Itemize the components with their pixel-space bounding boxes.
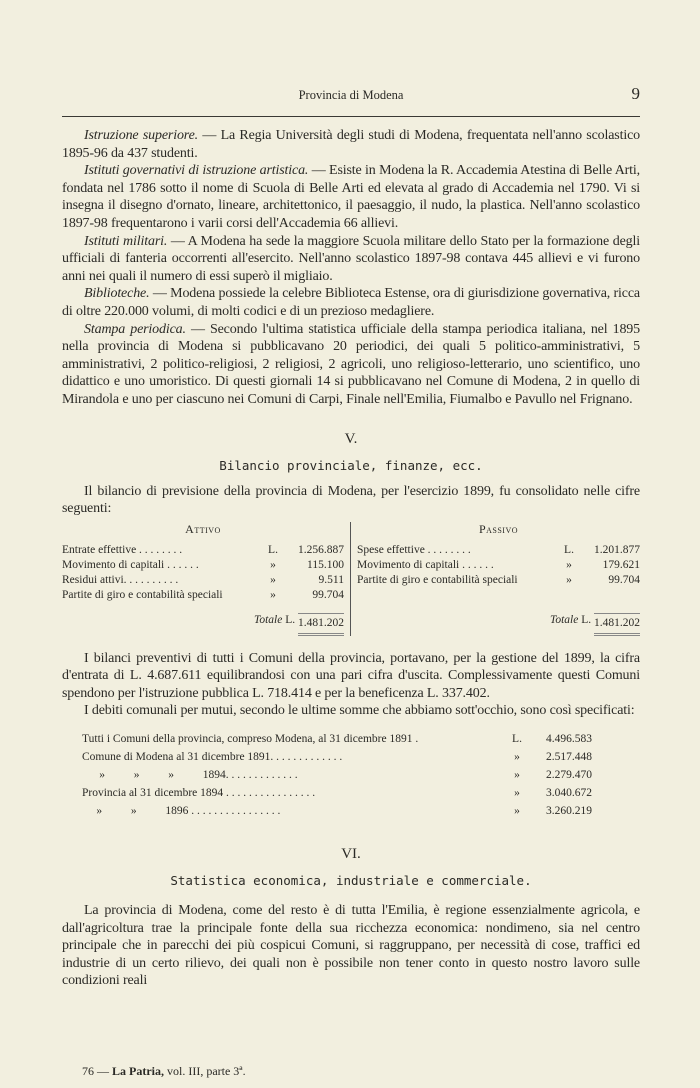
- debt-table: [82, 730, 592, 820]
- paragraph: [62, 233, 640, 286]
- total-row: [357, 613, 640, 636]
- total-value: 1.481.202: [594, 613, 640, 636]
- section-title: Bilancio provinciale, finanze, ecc.: [219, 457, 483, 473]
- currency: »: [270, 588, 276, 601]
- row-value: 179.621: [602, 558, 640, 571]
- currency: »: [270, 558, 276, 571]
- paragraph-lead: Istruzione superiore.: [84, 128, 198, 143]
- footer-prefix: 76 —: [82, 1064, 112, 1078]
- currency: L.: [268, 543, 278, 556]
- paragraph: Il bilancio di previsione della provincia di Modena, per l'esercizio 1899, fu consolidato nelle cifre seguenti:: [62, 483, 640, 517]
- row-value: 99.704: [608, 573, 640, 586]
- row-value: 3.260.219: [546, 805, 592, 818]
- row-label: Partite di giro e contabilità speciali: [357, 573, 518, 586]
- row-value: 115.100: [307, 558, 344, 571]
- row-label: Partite di giro e contabilità speciali: [62, 588, 223, 601]
- page-number: 9: [631, 84, 640, 103]
- footer-suffix: vol. III, parte 3ª.: [164, 1064, 246, 1078]
- paragraph-text: — A Modena ha sede la maggiore Scuola militare dello Stato per la formazione degli ufficiali di fanteria occorrenti all'esercito. Nell'anno scolastico 1897-98 contava 445 allievi e vi furono anni nei quali il numero di essi superò il migliaio.: [62, 233, 641, 284]
- paragraph: [62, 127, 640, 162]
- balance-row: [62, 573, 344, 588]
- row-label: Provincia al 31 dicembre 1894 . . . . . . . . . . . . . . . .: [82, 787, 316, 800]
- section-number: VI.: [341, 846, 361, 863]
- paragraph-lead: Istituti governativi di istruzione artistica.: [84, 163, 309, 179]
- row-value: 1.201.877: [594, 543, 640, 556]
- passivo-column: [351, 522, 640, 636]
- currency: L.: [285, 613, 296, 626]
- debt-row: [82, 730, 592, 748]
- section-title: Statistica economica, industriale e commerciale.: [170, 873, 532, 889]
- currency: L.: [512, 733, 522, 746]
- paragraph-text: — La Regia Università degli studi di Modena, frequentata nell'anno scolastico 1895-96 da 437 studenti.: [62, 128, 640, 161]
- footer-signature: [82, 1064, 246, 1079]
- row-value: 3.040.672: [546, 787, 592, 800]
- paragraph-text: — Esiste in Modena la R. Accademia Atestina di Belle Arti, fondata nel 1786 sotto il nome di Scuola di Belle Arti ed elevata al grado di Accademia nel 1790. Vi si insegna il disegno d'ornato, lineare, architettonico, il paesaggio, il nudo, la plastica. Nell'anno scolastico 1897-98 frequentarono i varii corsi dell'Accademia 66 allievi.: [62, 163, 640, 231]
- row-label: Comune di Modena al 31 dicembre 1891. . . . . . . . . . . . .: [82, 751, 343, 764]
- paragraph-lead: Stampa periodica.: [84, 321, 186, 337]
- paragraph: La provincia di Modena, come del resto è di tutta l'Emilia, è regione essenzialmente agricola, e dall'agricoltura trae la principale fonte della sua ricchezza economica: nondimeno, sia nel centro principale che in parecchi dei più cospicui Comuni, si raggruppano, per necessità di cose, traffici ed industrie di un certo rilievo, dei quali non è possibile non tener conto in questo nostro lavoro sulle condizioni reali: [62, 903, 640, 989]
- currency: »: [270, 573, 276, 586]
- currency: L.: [564, 543, 574, 556]
- debt-row: [82, 802, 592, 820]
- currency: »: [566, 573, 572, 586]
- total-value: 1.481.202: [298, 613, 344, 636]
- paragraph-text: — Modena possiede la celebre Biblioteca Estense, ora di giurisdizione governativa, ricca di oltre 220.000 volumi, di molti codici e di un prezioso medagliere.: [62, 286, 640, 319]
- document-page: [62, 84, 641, 990]
- balance-row: [357, 573, 640, 588]
- intro-paragraphs: [62, 127, 640, 409]
- currency: »: [514, 769, 520, 782]
- total-row: [62, 613, 344, 636]
- balance-row: [357, 558, 640, 573]
- total-label: Totale: [550, 613, 579, 626]
- balance-table: [62, 522, 640, 636]
- balance-row: [357, 543, 640, 558]
- balance-row: [62, 588, 344, 603]
- row-label: Movimento di capitali . . . . . .: [357, 558, 494, 571]
- column-heading: Passivo: [478, 521, 519, 536]
- footer-title: La Patria,: [112, 1064, 164, 1078]
- balance-row: [62, 543, 344, 558]
- running-header: [62, 84, 640, 110]
- attivo-column: [62, 522, 351, 636]
- paragraph: [62, 285, 640, 320]
- debt-row: [82, 766, 592, 784]
- row-value: 2.279.470: [546, 769, 592, 782]
- row-label: Spese effettive . . . . . . . .: [357, 543, 471, 556]
- row-value: 1.256.887: [298, 543, 344, 556]
- header-title: Provincia di Modena: [298, 88, 404, 102]
- paragraph: I debiti comunali per mutui, secondo le ultime somme che abbiamo sott'occhio, sono così specificati:: [84, 703, 635, 719]
- row-label: » » 1896 . . . . . . . . . . . . . . . .: [82, 805, 281, 818]
- header-rule: [62, 116, 640, 117]
- row-value: 2.517.448: [546, 751, 592, 764]
- paragraph: [62, 321, 640, 409]
- column-heading: Attivo: [185, 521, 221, 536]
- row-label: Tutti i Comuni della provincia, compreso Modena, al 31 dicembre 1891 .: [82, 733, 419, 746]
- row-value: 9.511: [318, 573, 344, 586]
- paragraph-lead: Istituti militari.: [84, 233, 168, 249]
- row-value: 99.704: [312, 588, 344, 601]
- currency: L.: [581, 613, 592, 626]
- row-label: Entrate effettive . . . . . . . .: [62, 543, 183, 556]
- paragraph-text: — Secondo l'ultima statistica ufficiale della stampa periodica italiana, nel 1895 nella provincia di Modena si pubblicavano 20 periodici, dei quali 5 politico-amministrativi, 5 amministrativi, 2 politico-religiosi, 2 religiosi, 2 agricoli, uno religioso-letterario, uno scientifico, uno didattico e uno umoristico. Di questi giornali 14 si pubblicavano nel Comune di Modena, 2 in quello di Mirandola e uno per ciascuno nei Comuni di Carpi, Finale nell'Emilia, Fiumalbo e Pavullo nel Frignano.: [62, 321, 640, 407]
- paragraph: I bilanci preventivi di tutti i Comuni della provincia, portavano, per la gestione del 1899, la cifra d'entrata di L. 4.687.611 equilibrandosi con una pari cifra d'uscita. Complessivamente questi Comuni spendono per l'istruzione pubblica L. 718.414 e per la beneficenza L. 337.402.: [62, 650, 640, 701]
- paragraph: [62, 162, 640, 232]
- total-label: Totale: [254, 613, 283, 626]
- row-label: Movimento di capitali . . . . . .: [62, 558, 199, 571]
- row-label: » » » 1894. . . . . . . . . . . . .: [82, 769, 298, 782]
- section-number: V.: [344, 430, 358, 447]
- paragraph-lead: Biblioteche.: [84, 286, 150, 302]
- currency: »: [566, 558, 572, 571]
- row-label: Residui attivi. . . . . . . . . .: [62, 573, 179, 586]
- row-value: 4.496.583: [546, 733, 592, 746]
- currency: »: [514, 751, 520, 764]
- currency: »: [514, 787, 520, 800]
- currency: »: [514, 805, 520, 818]
- balance-row: [62, 558, 344, 573]
- debt-row: [82, 784, 592, 802]
- debt-row: [82, 748, 592, 766]
